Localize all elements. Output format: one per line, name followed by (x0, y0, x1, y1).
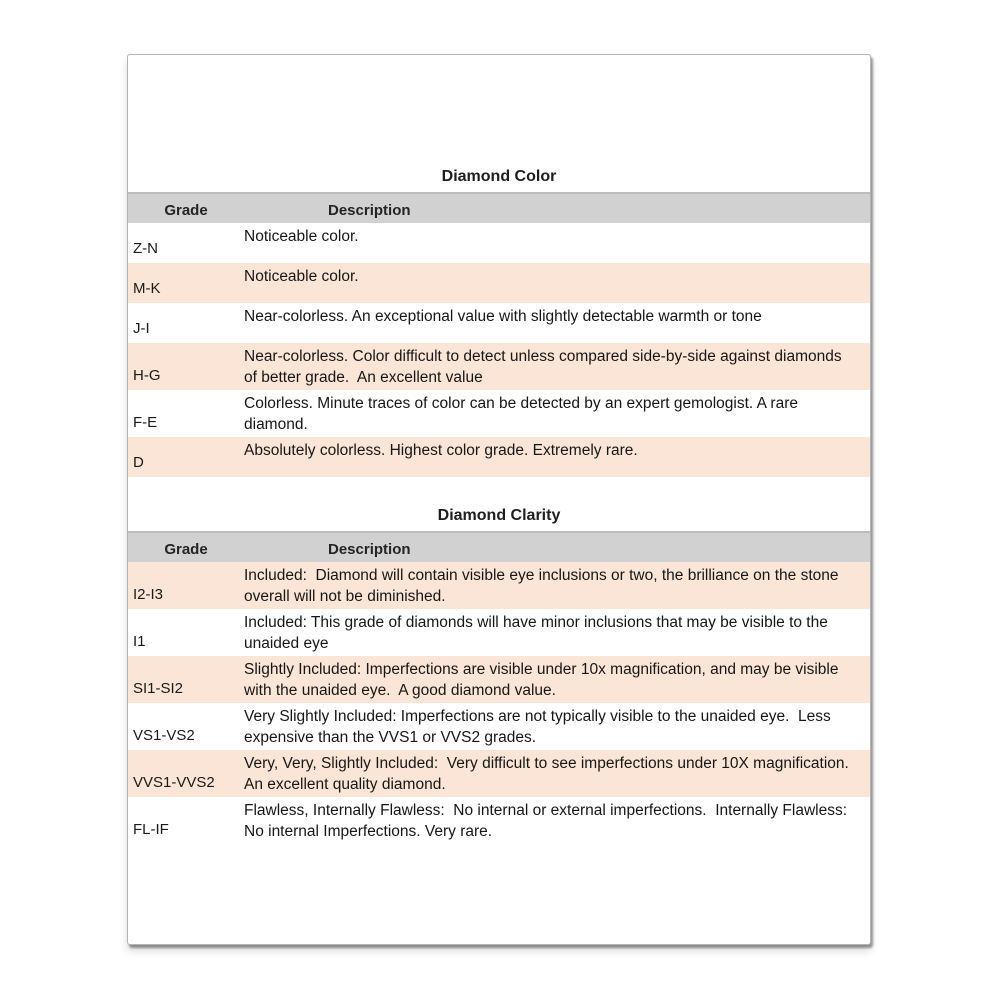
table-row (128, 703, 870, 750)
column-header-description: Description (328, 541, 411, 558)
grade-cell: VS1-VS2 (133, 727, 195, 744)
description-cell: Near-colorless. An exceptional value with slightly detectable warmth or tone (244, 308, 762, 325)
description-cell: Included: This grade of diamonds will have minor inclusions that may be visible to the unaided eye (244, 614, 833, 652)
description-cell: Colorless. Minute traces of color can be detected by an expert gemologist. A rare diamond. (244, 395, 803, 433)
table-body (128, 223, 870, 477)
table-row (128, 343, 870, 390)
grade-cell: H-G (133, 367, 161, 384)
table-section (128, 167, 870, 477)
tables-container (128, 167, 870, 844)
table-row (128, 303, 870, 343)
description-cell: Very Slightly Included: Imperfections are not typically visible to the unaided eye. Less expensive than the VVS1 or VVS2 grades. (244, 708, 836, 746)
table-row (128, 750, 870, 797)
grade-cell: FL-IF (133, 821, 169, 838)
table-title: Diamond Clarity (437, 507, 561, 524)
table-row (128, 656, 870, 703)
column-header-description: Description (328, 202, 411, 219)
table-section (128, 506, 870, 844)
grade-cell: I1 (133, 633, 146, 650)
page-top-margin (128, 55, 870, 167)
table-row (128, 437, 870, 477)
description-cell: Slightly Included: Imperfections are visible under 10x magnification, and may be visible with the unaided eye. A good diamond value. (244, 661, 843, 699)
grade-cell: I2-I3 (133, 586, 164, 603)
grade-cell: J-I (133, 320, 150, 337)
table-row (128, 609, 870, 656)
column-header-grade: Grade (164, 541, 208, 558)
description-cell: Noticeable color. (244, 228, 359, 245)
grade-cell: Z-N (133, 240, 158, 257)
column-header-grade: Grade (164, 202, 208, 219)
document-page (127, 54, 871, 945)
description-cell: Absolutely colorless. Highest color grade. Extremely rare. (244, 442, 638, 459)
grade-cell: D (133, 454, 144, 471)
table-row (128, 390, 870, 437)
table-row (128, 562, 870, 609)
grade-cell: F-E (133, 414, 158, 431)
table-row (128, 223, 870, 263)
description-cell: Very, Very, Slightly Included: Very difficult to see imperfections under 10X magnification. An excellent quality diamond. (244, 755, 857, 793)
table-header-row (128, 192, 870, 223)
description-cell: Included: Diamond will contain visible eye inclusions or two, the brilliance on the stone overall will not be diminished. (244, 567, 843, 605)
table-title: Diamond Color (441, 168, 557, 185)
table-body (128, 562, 870, 844)
grade-cell: VVS1-VVS2 (133, 774, 215, 791)
description-cell: Noticeable color. (244, 268, 359, 285)
table-row (128, 263, 870, 303)
grade-cell: SI1-SI2 (133, 680, 184, 697)
description-cell: Near-colorless. Color difficult to detect unless compared side-by-side against diamonds of better grade. An excellent value (244, 348, 846, 386)
table-row (128, 797, 870, 844)
description-cell: Flawless, Internally Flawless: No internal or external imperfections. Internally Flawless: No internal Imperfections. Very rare. (244, 802, 856, 840)
table-header-row (128, 531, 870, 562)
grade-cell: M-K (133, 280, 161, 297)
